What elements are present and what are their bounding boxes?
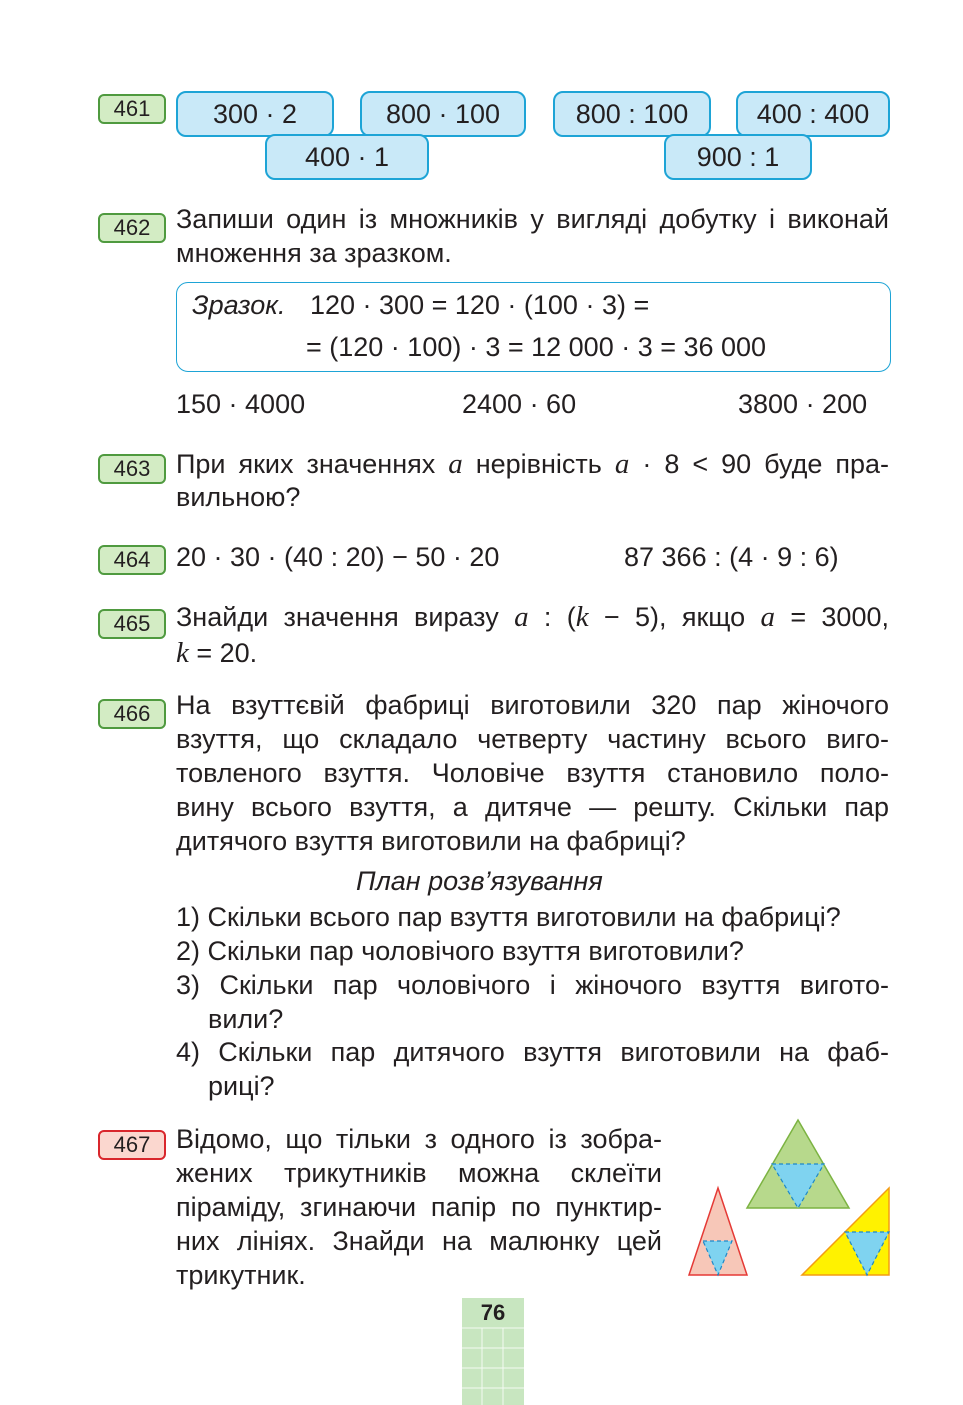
plan-item-continuation: риці? — [208, 1071, 275, 1101]
task-expression: 20 · 30 · (40 : 20) − 50 · 20 — [176, 542, 500, 572]
exercise-number-461: 461 — [98, 94, 166, 124]
task-text-line: трикутник. — [176, 1260, 306, 1290]
plan-item: 1) Скільки всього пар взуття виготовили на фабриці? — [176, 902, 841, 932]
triangles-illustration — [680, 1115, 900, 1285]
task-text-line: жених трикутників можна склеїти — [176, 1158, 662, 1188]
task-text-line: При яких значеннях a нерівність a · 8 < 90 буде пра- — [176, 448, 889, 480]
plan-item: 4) Скільки пар дитячого взуття виготовили на фаб- — [176, 1037, 889, 1067]
task-text-line: На взуттєвій фабриці виготовили 320 пар жіночого — [176, 690, 889, 720]
exercise-number-466: 466 — [98, 699, 166, 729]
page-number-tab — [462, 1298, 524, 1405]
task-text-line: Знайди значення виразу a : (k − 5), якщо a = 3000, — [176, 601, 889, 633]
task-text-line: Відомо, що тільки з одного із зобра- — [176, 1124, 662, 1154]
example-line: = (120 · 100) · 3 = 12 000 · 3 = 36 000 — [306, 332, 767, 362]
plan-item-continuation: вили? — [208, 1004, 284, 1034]
example-label: Зразок. — [192, 290, 286, 320]
expression-pill: 900 : 1 — [664, 134, 812, 180]
expression-pill: 800 : 100 — [553, 91, 711, 137]
expression-pill: 300 · 2 — [176, 91, 334, 137]
page-number: 76 — [480, 1300, 506, 1325]
plan-title: План розв’язування — [356, 866, 603, 896]
expression-pill: 400 : 400 — [736, 91, 890, 137]
task-text-line: них лініях. Знайди на малюнку цей — [176, 1226, 662, 1256]
expression-pill: 800 · 100 — [360, 91, 526, 137]
plan-item: 2) Скільки пар чоловічого взуття виготовили? — [176, 936, 744, 966]
pink-triangle — [689, 1188, 747, 1275]
task-expression: 3800 · 200 — [738, 389, 868, 419]
exercise-number-464: 464 — [98, 545, 166, 575]
task-text-line: вину всього взуття, а дитяче — решту. Скільки пар — [176, 792, 889, 822]
example-line: 120 · 300 = 120 · (100 · 3) = — [310, 290, 650, 320]
task-text-line: товленого взуття. Чоловіче взуття становило поло- — [176, 758, 889, 788]
green-triangle — [747, 1120, 849, 1208]
task-text-line: піраміду, згинаючи папір по пунктир- — [176, 1192, 662, 1222]
exercise-number-467: 467 — [98, 1130, 166, 1160]
exercise-number-462: 462 — [98, 213, 166, 243]
expression-pill: 400 · 1 — [265, 134, 429, 180]
task-text-line: k = 20. — [176, 637, 258, 669]
task-text-line: вильною? — [176, 482, 301, 512]
task-text-line: Запиши один із множників у вигляді добутку і виконай — [176, 204, 889, 234]
task-text-line: взуття, що складало четверту частину всього виго- — [176, 724, 889, 754]
task-text-line: множення за зразком. — [176, 238, 452, 268]
task-expression: 87 366 : (4 · 9 : 6) — [624, 542, 839, 572]
task-text-line: дитячого взуття виготовили на фабриці? — [176, 826, 686, 856]
exercise-number-463: 463 — [98, 454, 166, 484]
exercise-number-465: 465 — [98, 609, 166, 639]
task-expression: 150 · 4000 — [176, 389, 306, 419]
plan-item: 3) Скільки пар чоловічого і жіночого взуття вигото- — [176, 970, 889, 1000]
task-expression: 2400 · 60 — [462, 389, 577, 419]
